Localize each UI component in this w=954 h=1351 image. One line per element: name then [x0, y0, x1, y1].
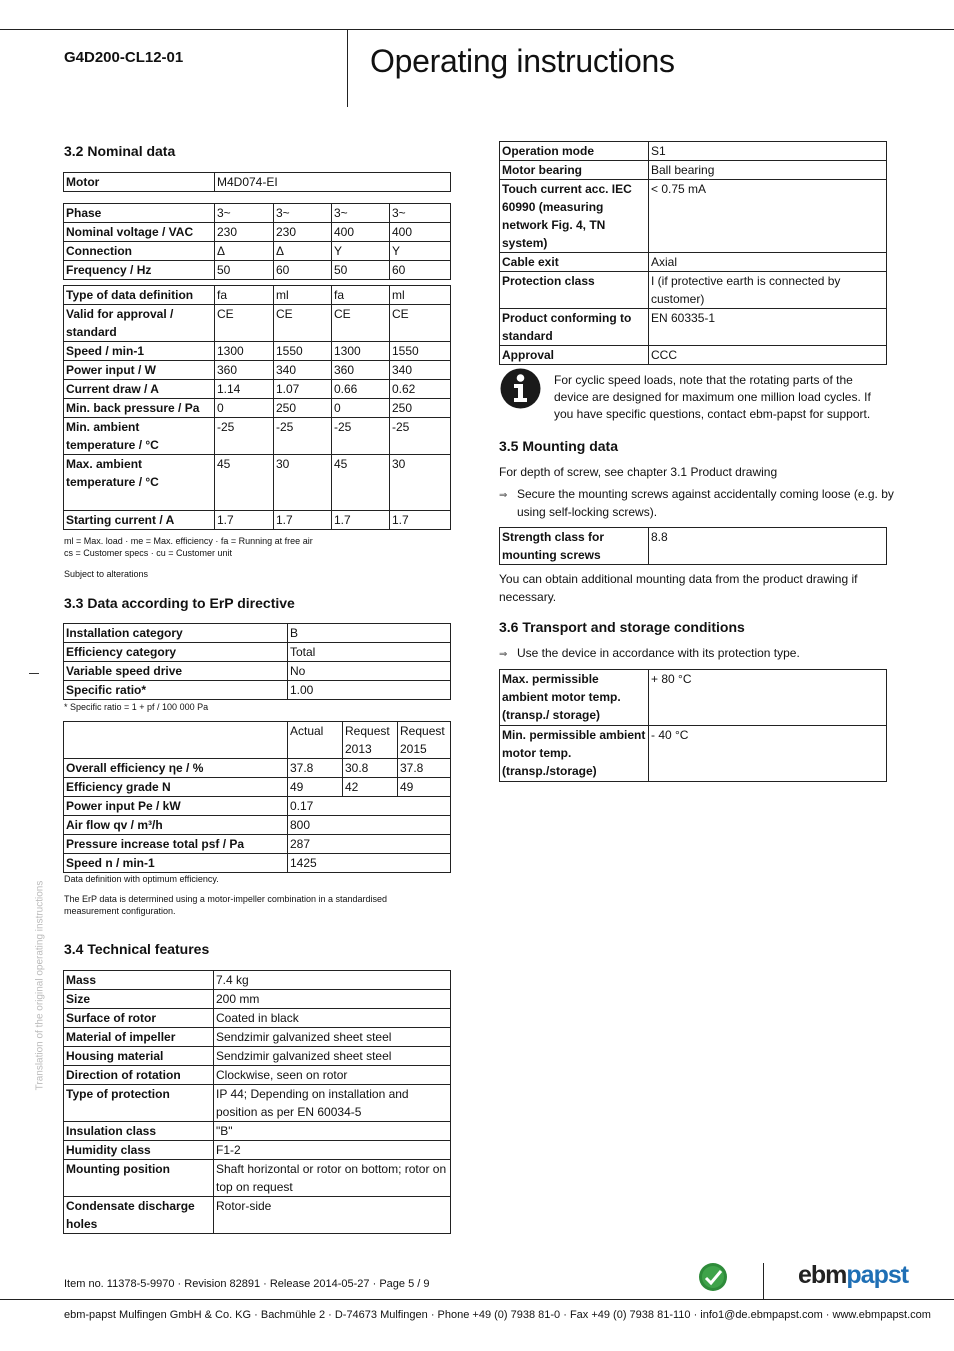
row-value: 7.4 kg: [214, 971, 451, 990]
column-header: Request 2015: [398, 722, 451, 759]
row-value: CE: [390, 305, 451, 342]
logo-part-papst: papst: [846, 1261, 909, 1289]
row-value: 400: [332, 223, 390, 242]
row-value: Sendzimir galvanized sheet steel: [214, 1047, 451, 1066]
table-row: [64, 204, 451, 223]
row-label: Motor bearing: [500, 161, 649, 180]
row-label: Power input / W: [64, 361, 215, 380]
row-label: Max. permissible ambient motor temp. (transp./ storage): [500, 670, 649, 726]
motor-value: M4D074-EI: [215, 173, 451, 192]
table-row: [64, 643, 451, 662]
table-row: [64, 399, 451, 418]
table-row: [64, 380, 451, 399]
table-row: [64, 816, 451, 835]
table-row: [64, 511, 451, 530]
row-value: 1425: [288, 854, 451, 873]
table-row: [64, 1009, 451, 1028]
row-value: 360: [215, 361, 274, 380]
row-value: CE: [332, 305, 390, 342]
table-row: [500, 253, 887, 272]
table-row: [64, 778, 451, 797]
row-value: 1550: [274, 342, 332, 361]
table-row: [64, 1197, 451, 1234]
row-value: 340: [390, 361, 451, 380]
table-row: [64, 662, 451, 681]
section-heading-3-6: 3.6 Transport and storage conditions: [499, 619, 745, 635]
column-header: [64, 722, 288, 759]
table-row: [64, 455, 451, 511]
table-row: [64, 261, 451, 280]
row-value: Y: [390, 242, 451, 261]
row-label: Frequency / Hz: [64, 261, 215, 280]
table-row: [64, 1047, 451, 1066]
row-value: Axial: [649, 253, 887, 272]
row-value: 0: [332, 399, 390, 418]
mounting-after-text: You can obtain additional mounting data from the product drawing if necessary.: [499, 572, 858, 604]
row-label: Material of impeller: [64, 1028, 214, 1047]
row-value: 45: [215, 455, 274, 511]
row-value: Clockwise, seen on rotor: [214, 1066, 451, 1085]
row-label: Nominal voltage / VAC: [64, 223, 215, 242]
table-row: [64, 1066, 451, 1085]
row-value: 1550: [390, 342, 451, 361]
row-value: 42: [343, 778, 398, 797]
row-value: 49: [288, 778, 343, 797]
table-row: [64, 1085, 451, 1122]
row-label: Valid for approval / standard: [64, 305, 215, 342]
table-row: [64, 1141, 451, 1160]
row-label: Connection: [64, 242, 215, 261]
electrical-table: [63, 203, 451, 280]
row-value: -25: [390, 418, 451, 455]
footer-item-info: Item no. 11378-5-9970 · Revision 82891 · Release 2014-05-27 · Page 5 / 9: [64, 1278, 430, 1290]
info-text: For cyclic speed loads, note that the rotating parts of the device are designed for maximum one million load cycles. If you have specific questions, contact ebm-papst for support.: [554, 373, 871, 421]
row-value: fa: [215, 286, 274, 305]
row-label: Humidity class: [64, 1141, 214, 1160]
table-row: [64, 835, 451, 854]
row-value: -25: [332, 418, 390, 455]
row-value: 37.8: [398, 759, 451, 778]
table-row: [64, 305, 451, 342]
row-label: Power input Pe / kW: [64, 797, 288, 816]
erp-category-table: [63, 623, 451, 700]
row-value: 0.66: [332, 380, 390, 399]
row-value: -25: [274, 418, 332, 455]
row-value: 30.8: [343, 759, 398, 778]
footer-rule: [0, 1299, 954, 1300]
row-value: 0: [215, 399, 274, 418]
row-value: 400: [390, 223, 451, 242]
row-value: Ball bearing: [649, 161, 887, 180]
row-value: 200 mm: [214, 990, 451, 1009]
row-value: 0.62: [390, 380, 451, 399]
row-value: 1.7: [332, 511, 390, 530]
row-value: Δ: [274, 242, 332, 261]
table-row: [64, 1160, 451, 1197]
row-value: 60: [390, 261, 451, 280]
row-value: Shaft horizontal or rotor on bottom; rotor on top on request: [214, 1160, 451, 1197]
row-label: Direction of rotation: [64, 1066, 214, 1085]
row-value: CCC: [649, 346, 887, 365]
row-value: - 40 °C: [649, 726, 887, 782]
row-value: 287: [288, 835, 451, 854]
row-value: 50: [332, 261, 390, 280]
row-value: 1.07: [274, 380, 332, 399]
row-value: 1300: [215, 342, 274, 361]
mounting-bullet-text: Secure the mounting screws against accidentally coming loose (e.g. by using self-locking screws).: [517, 487, 894, 519]
row-label: Efficiency grade N: [64, 778, 288, 797]
section-heading-3-2: 3.2 Nominal data: [64, 143, 176, 159]
row-label: Specific ratio*: [64, 681, 288, 700]
row-value: 250: [274, 399, 332, 418]
table-row: [64, 342, 451, 361]
row-value: 360: [332, 361, 390, 380]
transport-table: [499, 669, 887, 782]
row-value: 3~: [274, 204, 332, 223]
table-row: [64, 797, 451, 816]
row-value: EN 60335-1: [649, 309, 887, 346]
section-heading-3-4: 3.4 Technical features: [64, 941, 210, 957]
abbreviation-note-2: cs = Customer specs · cu = Customer unit: [64, 548, 233, 558]
column-header: Request 2013: [343, 722, 398, 759]
row-value: 230: [274, 223, 332, 242]
row-value: 250: [390, 399, 451, 418]
table-row: [500, 272, 887, 309]
table-row: [500, 180, 887, 253]
row-value: S1: [649, 142, 887, 161]
row-label: Mounting position: [64, 1160, 214, 1197]
logo-part-ebm: ebm: [798, 1261, 847, 1289]
performance-table: [63, 285, 451, 530]
operation-table: [499, 141, 887, 365]
row-label: Operation mode: [500, 142, 649, 161]
table-row: [64, 173, 451, 192]
row-value: Δ: [215, 242, 274, 261]
erp-note-measurement: The ErP data is determined using a motor-impeller combination in a standardised measurement configuration.: [64, 894, 388, 916]
row-label: Protection class: [500, 272, 649, 309]
row-value: No: [288, 662, 451, 681]
table-row: [64, 990, 451, 1009]
technical-features-table: [63, 970, 451, 1234]
row-value: 3~: [215, 204, 274, 223]
row-value: 3~: [390, 204, 451, 223]
row-label: Product conforming to standard: [500, 309, 649, 346]
page-title: Operating instructions: [370, 43, 675, 79]
mounting-intro: For depth of screw, see chapter 3.1 Product drawing: [499, 465, 778, 479]
table-row: [64, 854, 451, 873]
row-value: Coated in black: [214, 1009, 451, 1028]
header-top-rule: [0, 29, 954, 30]
row-value: 1.7: [274, 511, 332, 530]
row-label: Pressure increase total psf / Pa: [64, 835, 288, 854]
row-label: Installation category: [64, 624, 288, 643]
abbreviation-note-1: ml = Max. load · me = Max. efficiency · fa = Running at free air: [64, 536, 313, 546]
row-value: I (if protective earth is connected by customer): [649, 272, 887, 309]
model-number: G4D200-CL12-01: [64, 49, 184, 66]
row-label: Efficiency category: [64, 643, 288, 662]
row-value: 45: [332, 455, 390, 511]
mounting-label: Strength class for mounting screws: [500, 528, 649, 565]
row-label: Approval: [500, 346, 649, 365]
row-label: Max. ambient temperature / °C: [64, 455, 215, 511]
arrow-icon: ⇒: [499, 649, 508, 660]
row-label: Touch current acc. IEC 60990 (measuring network Fig. 4, TN system): [500, 180, 649, 253]
margin-fold-mark: [29, 673, 39, 674]
row-value: 1.00: [288, 681, 451, 700]
row-value: "B": [214, 1122, 451, 1141]
row-value: Rotor-side: [214, 1197, 451, 1234]
motor-table: [63, 172, 451, 192]
row-label: Type of protection: [64, 1085, 214, 1122]
row-value: CE: [274, 305, 332, 342]
row-label: Min. permissible ambient motor temp. (transp./storage): [500, 726, 649, 782]
table-header-row: [64, 722, 451, 759]
row-label: Overall efficiency ηe / %: [64, 759, 288, 778]
table-row: [64, 286, 451, 305]
footer-logo-divider: [763, 1263, 764, 1299]
transport-bullet: [499, 645, 905, 663]
row-value: 50: [215, 261, 274, 280]
table-row: [64, 361, 451, 380]
table-row: [500, 309, 887, 346]
column-header: Actual: [288, 722, 343, 759]
table-row: [500, 528, 887, 565]
ebmpapst-logo: [798, 1261, 908, 1290]
row-label: Surface of rotor: [64, 1009, 214, 1028]
row-label: Current draw / A: [64, 380, 215, 399]
row-value: 800: [288, 816, 451, 835]
row-label: Phase: [64, 204, 215, 223]
row-value: < 0.75 mA: [649, 180, 887, 253]
mounting-value: 8.8: [649, 528, 887, 565]
row-value: 1300: [332, 342, 390, 361]
row-value: fa: [332, 286, 390, 305]
row-label: Variable speed drive: [64, 662, 288, 681]
mounting-table: [499, 527, 887, 565]
row-label: Housing material: [64, 1047, 214, 1066]
table-row: [64, 971, 451, 990]
row-value: 1.14: [215, 380, 274, 399]
row-label: Type of data definition: [64, 286, 215, 305]
row-value: F1-2: [214, 1141, 451, 1160]
table-row: [64, 759, 451, 778]
row-value: 230: [215, 223, 274, 242]
row-value: ml: [390, 286, 451, 305]
table-row: [500, 670, 887, 726]
footer-company-info: ebm-papst Mulfingen GmbH & Co. KG · Bachmühle 2 · D-74673 Mulfingen · Phone +49 (0) 7938 81-0 · Fax +49 (0) 7938 81-110 · info1@de.ebmpapst.com · www.ebmpapst.com: [64, 1309, 931, 1321]
row-value: 30: [390, 455, 451, 511]
motor-label: Motor: [64, 173, 215, 192]
erp-note-definition: Data definition with optimum efficiency.: [64, 874, 219, 884]
row-label: Speed n / min-1: [64, 854, 288, 873]
row-value: IP 44; Depending on installation and position as per EN 60034-5: [214, 1085, 451, 1122]
specific-ratio-note: * Specific ratio = 1 + pf / 100 000 Pa: [64, 702, 209, 712]
row-value: Y: [332, 242, 390, 261]
row-value: ml: [274, 286, 332, 305]
row-value: -25: [215, 418, 274, 455]
mounting-bullet: [499, 486, 905, 521]
row-value: Total: [288, 643, 451, 662]
row-value: B: [288, 624, 451, 643]
table-row: [64, 418, 451, 455]
row-value: 1.7: [390, 511, 451, 530]
table-row: [500, 161, 887, 180]
row-value: 1.7: [215, 511, 274, 530]
row-value: CE: [215, 305, 274, 342]
table-row: [64, 681, 451, 700]
row-label: Mass: [64, 971, 214, 990]
table-row: [64, 223, 451, 242]
row-label: Cable exit: [500, 253, 649, 272]
transport-bullet-text: Use the device in accordance with its protection type.: [517, 646, 800, 660]
table-row: [64, 1122, 451, 1141]
row-label: Speed / min-1: [64, 342, 215, 361]
alterations-note: Subject to alterations: [64, 569, 149, 579]
row-value: 340: [274, 361, 332, 380]
table-row: [64, 242, 451, 261]
table-row: [500, 346, 887, 365]
row-value: 60: [274, 261, 332, 280]
row-label: Size: [64, 990, 214, 1009]
row-label: Min. ambient temperature / °C: [64, 418, 215, 455]
header-divider: [347, 29, 348, 107]
row-value: 3~: [332, 204, 390, 223]
table-row: [64, 624, 451, 643]
sidebar-translation-note: Translation of the original operating instructions: [34, 880, 46, 1091]
row-value: + 80 °C: [649, 670, 887, 726]
table-row: [64, 1028, 451, 1047]
row-label: Condensate discharge holes: [64, 1197, 214, 1234]
table-row: [500, 142, 887, 161]
section-heading-3-3: 3.3 Data according to ErP directive: [64, 595, 295, 611]
row-value: 37.8: [288, 759, 343, 778]
row-label: Min. back pressure / Pa: [64, 399, 215, 418]
row-label: Insulation class: [64, 1122, 214, 1141]
table-row: [500, 726, 887, 782]
row-value: 49: [398, 778, 451, 797]
row-label: Starting current / A: [64, 511, 215, 530]
green-tech-badge: [698, 1262, 728, 1292]
info-icon: [499, 367, 542, 410]
arrow-icon: ⇒: [499, 490, 508, 501]
row-value: Sendzimir galvanized sheet steel: [214, 1028, 451, 1047]
section-heading-3-5: 3.5 Mounting data: [499, 438, 618, 454]
row-value: 30: [274, 455, 332, 511]
row-label: Air flow qv / m³/h: [64, 816, 288, 835]
erp-efficiency-table: [63, 721, 451, 873]
row-value: 0.17: [288, 797, 451, 816]
